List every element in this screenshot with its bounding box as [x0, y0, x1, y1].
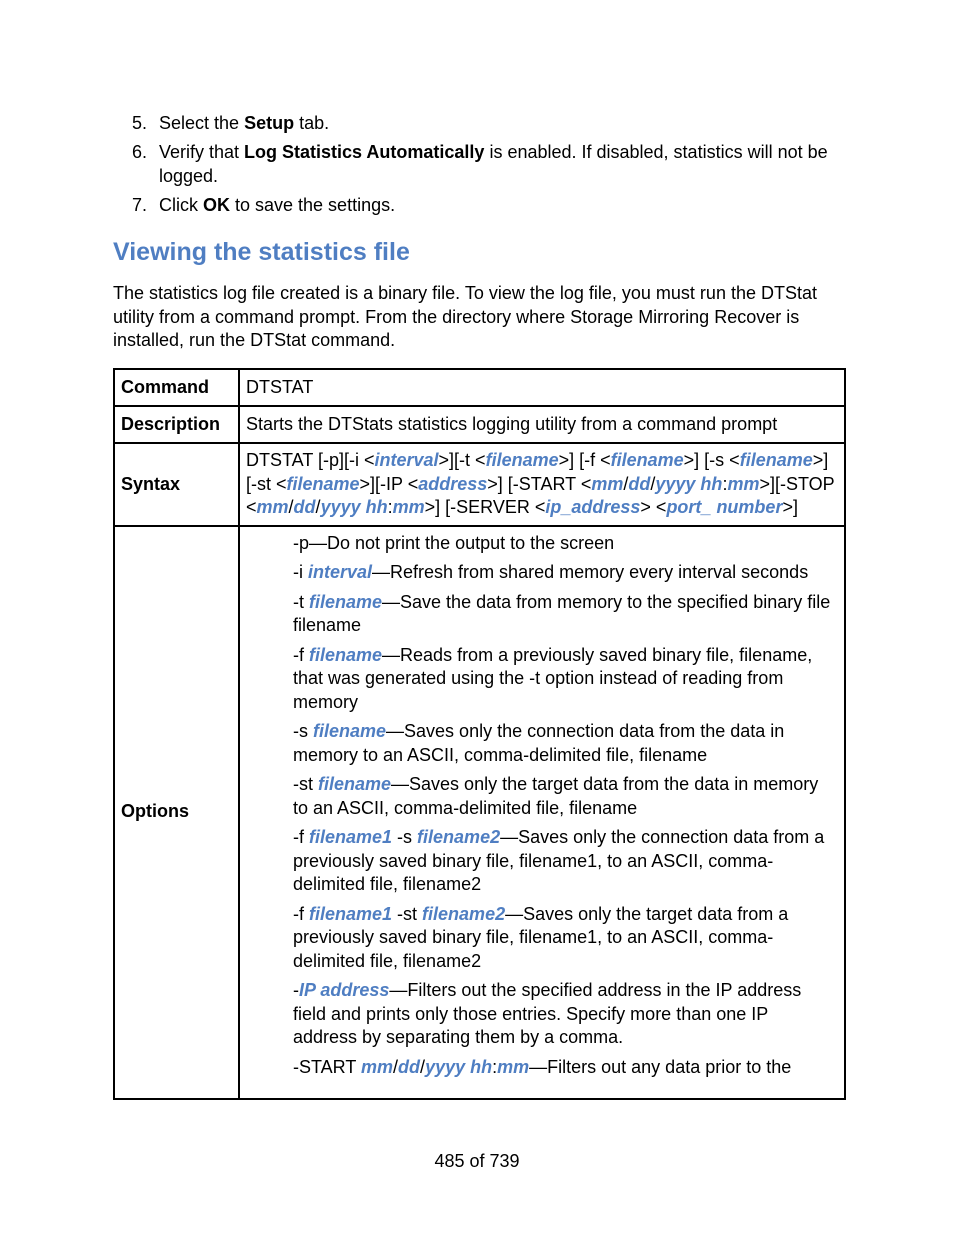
- text-run: >] [-s <: [683, 450, 740, 470]
- text-run: >][-STOP <: [246, 473, 835, 517]
- text-run: >] [-SERVER <: [424, 497, 546, 517]
- parameter-placeholder: filename: [313, 721, 387, 741]
- text-run: —Saves only the target data from the data in memory to an ASCII, comma-delimited file, filename: [293, 774, 819, 818]
- step-number: 5.: [132, 113, 148, 133]
- text-run: DTSTAT [-p][-i <: [246, 450, 375, 470]
- text-run: —Saves only the connection data from the data in memory to an ASCII, comma-delimited file, filename: [293, 721, 785, 765]
- text-run: :: [722, 473, 728, 494]
- text-run: —Saves only the target data from a previously saved binary file, filename1, to an ASCII, comma-delimited file, filename2: [293, 903, 789, 971]
- text-run: -s: [293, 721, 313, 741]
- text-run: —Filters out the specified address in the IP address field and prints only those entries. Specify more than one IP address by separating them by a comma.: [293, 980, 802, 1047]
- option-item: [293, 773, 832, 820]
- text-run: -t: [293, 591, 309, 612]
- text-run: -st: [293, 774, 318, 794]
- parameter-placeholder: filename1: [309, 827, 393, 847]
- parameter-placeholder: interval: [308, 562, 373, 582]
- parameter-placeholder: dd: [398, 1056, 421, 1077]
- parameter-placeholder: filename: [739, 450, 813, 470]
- step-bold: Log Statistics Automatically: [244, 142, 485, 162]
- text-run: -i: [293, 562, 308, 582]
- parameter-placeholder: filename: [309, 644, 383, 665]
- parameter-placeholder: filename2: [422, 903, 506, 924]
- description-value: Starts the DTStats statistics logging utility from a command prompt: [239, 406, 845, 443]
- description-label: Description: [114, 406, 239, 443]
- parameter-placeholder: mm: [497, 1056, 530, 1077]
- step-item: [113, 140, 843, 188]
- text-run: >] [-st <: [246, 450, 829, 494]
- parameter-placeholder: dd: [293, 497, 316, 517]
- intro-paragraph: The statistics log file created is a binary file. To view the log file, you must run the DTStat utility from a command prompt. From the directory where Storage Mirroring Recover is installed, run the DTStat command.: [113, 283, 817, 350]
- text-run: /: [420, 1056, 426, 1077]
- table-row: [114, 406, 845, 443]
- parameter-placeholder: filename: [610, 450, 684, 470]
- step-number: 6.: [132, 142, 148, 162]
- section-heading: Viewing the statistics file: [113, 238, 410, 266]
- parameter-placeholder: dd: [628, 473, 651, 494]
- option-item: [293, 720, 832, 767]
- options-list: [246, 527, 840, 1080]
- text-run: /: [650, 473, 656, 494]
- parameter-placeholder: mm: [727, 473, 760, 494]
- syntax-text: [246, 449, 840, 520]
- command-value: DTSTAT: [239, 369, 845, 406]
- text-run: —Reads from a previously saved binary file, filename, that was generated using the -t option instead of reading from memory: [293, 644, 813, 712]
- parameter-placeholder: mm: [361, 1056, 394, 1077]
- parameter-placeholder: yyyy hh: [320, 497, 388, 517]
- parameter-placeholder: filename2: [417, 827, 501, 847]
- text-run: -f: [293, 903, 309, 924]
- option-item: [293, 532, 832, 556]
- parameter-placeholder: filename: [485, 450, 559, 470]
- text-run: -f: [293, 827, 309, 847]
- parameter-placeholder: filename: [286, 473, 360, 494]
- text-run: /: [288, 497, 294, 517]
- step-bold: OK: [203, 195, 230, 215]
- text-run: —Saves only the connection data from a previously saved binary file, filename1, to an ASCII, comma-delimited file, filename2: [293, 827, 825, 894]
- parameter-placeholder: interval: [374, 450, 439, 470]
- text-run: -START: [293, 1056, 362, 1077]
- step-text: Verify that: [159, 142, 245, 162]
- option-item: [293, 561, 832, 585]
- text-run: /: [393, 1056, 399, 1077]
- parameter-placeholder: filename: [309, 591, 383, 612]
- step-text: Select the: [159, 113, 245, 133]
- parameter-placeholder: IP address: [299, 980, 390, 1000]
- parameter-placeholder: mm: [256, 497, 289, 517]
- parameter-placeholder: filename1: [309, 903, 393, 924]
- option-item: [293, 903, 832, 974]
- parameter-placeholder: ip_address: [545, 497, 641, 517]
- table-row: [114, 526, 845, 1099]
- text-run: >] [-f <: [558, 450, 611, 470]
- parameter-placeholder: mm: [392, 497, 425, 517]
- option-item: [293, 1056, 832, 1080]
- step-item: [113, 111, 843, 135]
- text-run: :: [492, 1056, 498, 1077]
- text-run: >] [-START <: [487, 473, 592, 494]
- text-run: -p—Do not print the output to the screen: [293, 532, 615, 553]
- text-run: —Filters out any data prior to the: [529, 1056, 792, 1077]
- option-item: [293, 979, 832, 1050]
- text-run: >][-t <: [438, 450, 486, 470]
- options-label: Options: [114, 526, 239, 1099]
- parameter-placeholder: address: [418, 473, 488, 494]
- text-run: >][-IP <: [359, 473, 419, 494]
- step-text: is enabled. If disabled, statistics will not be logged.: [159, 142, 828, 186]
- parameter-placeholder: mm: [591, 473, 624, 494]
- options-value: [239, 526, 845, 1099]
- text-run: /: [623, 473, 629, 494]
- table-row: [114, 369, 845, 406]
- text-run: -s: [392, 827, 418, 847]
- parameter-placeholder: yyyy hh: [655, 473, 723, 494]
- table-row: [114, 443, 845, 526]
- step-text: Click: [159, 195, 203, 215]
- page-number: 485 of 739: [434, 1151, 520, 1171]
- option-item: [293, 591, 832, 638]
- parameter-placeholder: filename: [318, 774, 392, 794]
- command-label: Command: [114, 369, 239, 406]
- text-run: -f: [293, 644, 309, 665]
- text-run: —Save the data from memory to the specified binary file filename: [293, 591, 831, 635]
- option-item: [293, 644, 832, 715]
- text-run: /: [315, 497, 321, 517]
- command-table: [113, 368, 846, 1100]
- text-run: >]: [782, 497, 798, 517]
- text-run: -: [293, 980, 299, 1000]
- step-text: to save the settings.: [230, 195, 396, 215]
- parameter-placeholder: port_ number: [666, 497, 783, 517]
- syntax-label: Syntax: [114, 443, 239, 526]
- syntax-value: [239, 443, 845, 526]
- step-text: tab.: [294, 113, 330, 133]
- step-bold: Setup: [244, 113, 295, 133]
- text-run: —Refresh from shared memory every interval seconds: [372, 562, 809, 582]
- text-run: :: [387, 497, 393, 517]
- step-item: [113, 193, 843, 217]
- step-number: 7.: [132, 195, 148, 215]
- text-run: > <: [640, 497, 667, 517]
- text-run: -st: [392, 903, 423, 924]
- parameter-placeholder: yyyy hh: [425, 1056, 493, 1077]
- instruction-steps: [113, 111, 843, 222]
- option-item: [293, 826, 832, 897]
